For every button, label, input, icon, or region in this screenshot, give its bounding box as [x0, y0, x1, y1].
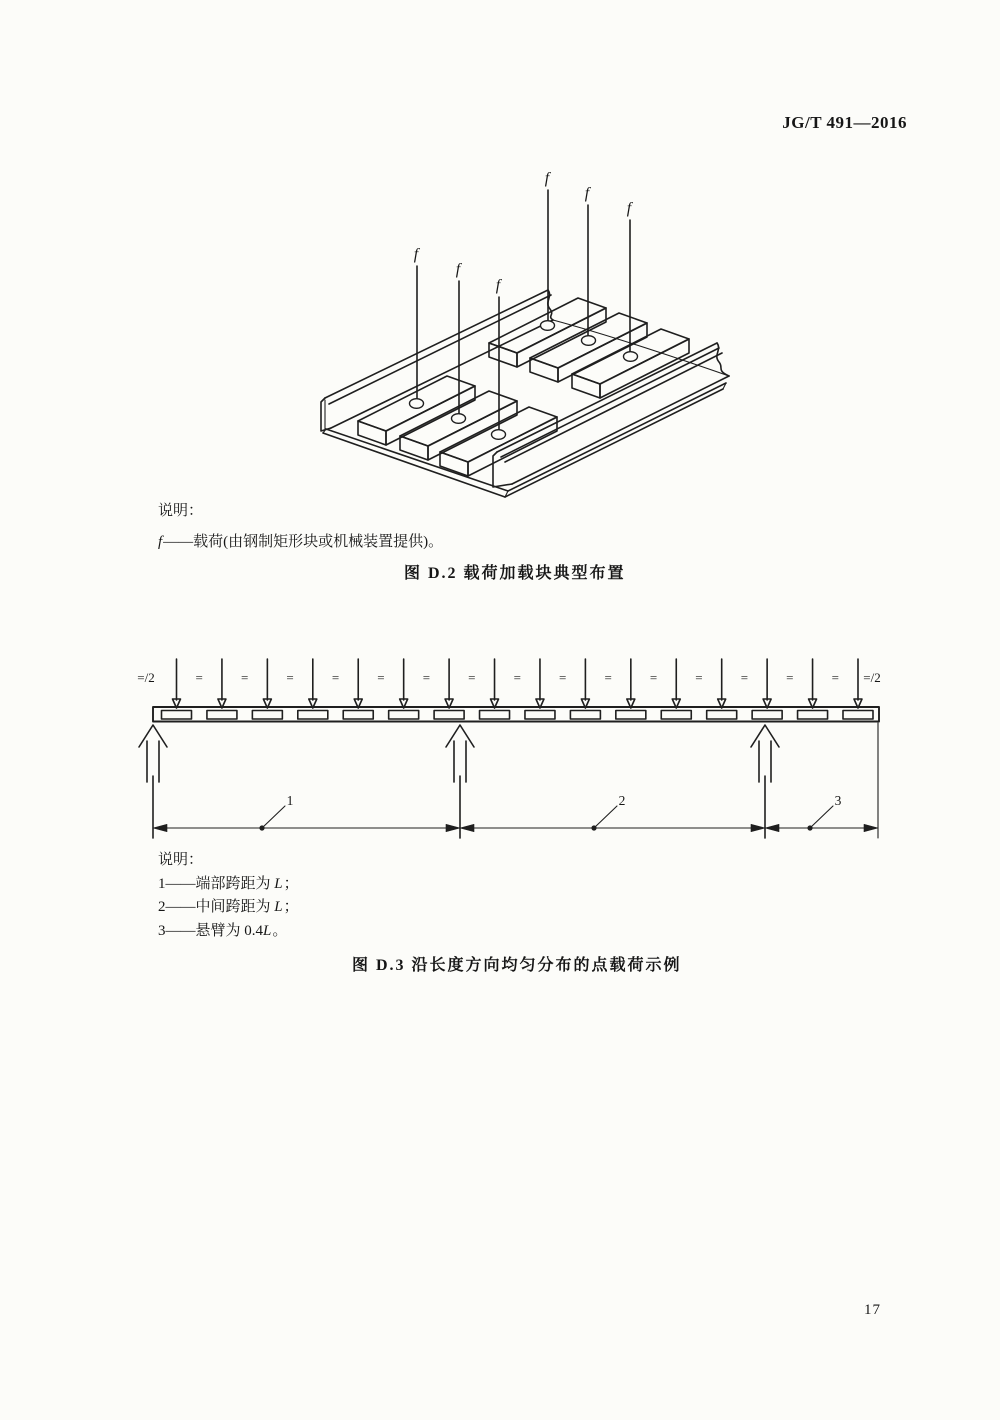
- load-block-3d: [468, 417, 557, 476]
- legend-item: 1——端部跨距为 L；: [158, 875, 299, 892]
- load-block: [616, 711, 646, 720]
- support-arrow: [751, 725, 779, 747]
- load-block: [843, 711, 873, 720]
- load-hole: [492, 430, 506, 440]
- figure-d2-caption: 图 D.2 载荷加载块典型布置: [404, 565, 626, 582]
- equal-spacing-label: =: [695, 670, 703, 685]
- support-arrow: [139, 725, 167, 747]
- load-block: [252, 711, 282, 720]
- load-block: [389, 711, 419, 720]
- load-label-f: f: [455, 261, 461, 278]
- equal-spacing-label: =: [513, 670, 521, 685]
- standard-code: JG/T 491—2016: [782, 113, 907, 132]
- load-block: [207, 711, 237, 720]
- equal-spacing-label: =: [559, 670, 567, 685]
- equal-spacing-label: =: [240, 670, 249, 685]
- equal-spacing-label: =: [468, 670, 476, 685]
- figure-d2-legend: [158, 499, 443, 551]
- load-hole: [624, 352, 638, 362]
- load-label-f: f: [495, 277, 501, 294]
- dim-label-2: 2: [618, 793, 626, 808]
- load-label-f: f: [413, 246, 419, 263]
- load-block: [752, 711, 782, 720]
- equal-spacing-label: =: [649, 670, 658, 685]
- load-block: [162, 711, 192, 720]
- equal-spacing-label: =: [286, 670, 294, 685]
- half-spacing-label-right: =/2: [863, 670, 881, 685]
- equal-spacing-label: =: [786, 670, 794, 685]
- equal-spacing-label: =: [195, 670, 203, 685]
- legend-symbol-f: f: [158, 534, 163, 550]
- load-label-f: f: [626, 200, 632, 217]
- load-hole: [541, 321, 555, 331]
- equal-spacing-label: =: [604, 670, 612, 685]
- figure-d3-caption: 图 D.3 沿长度方向均匀分布的点载荷示例: [352, 957, 682, 974]
- load-block: [434, 711, 464, 720]
- dim-label-1: 1: [286, 793, 294, 808]
- figure-d3-legend: [158, 849, 299, 943]
- load-block-3d: [530, 358, 558, 382]
- equal-spacing-label: =: [422, 670, 431, 685]
- page-number: 17: [864, 1302, 881, 1318]
- load-block-3d: [489, 343, 517, 367]
- load-hole: [582, 336, 596, 346]
- dim-label-3: 3: [834, 793, 842, 808]
- load-block: [661, 711, 691, 720]
- equal-spacing-label: =: [740, 670, 749, 685]
- load-hole: [410, 399, 424, 409]
- load-block: [298, 711, 328, 720]
- load-label-f: f: [544, 170, 550, 187]
- load-block-3d: [572, 374, 600, 398]
- legend-title: 说明：: [158, 852, 204, 868]
- load-block: [798, 711, 828, 720]
- load-block: [570, 711, 600, 720]
- legend-item: 2——中间跨距为 L；: [158, 899, 299, 915]
- beam-diagram: [153, 707, 879, 838]
- cable-tray-drawing: [321, 290, 729, 497]
- equal-spacing-label: =: [831, 670, 839, 685]
- load-block: [480, 711, 510, 720]
- load-block: [343, 711, 373, 720]
- load-block: [707, 711, 737, 720]
- beam-loads-group: [139, 659, 873, 838]
- equal-spacing-label: =: [331, 670, 340, 685]
- load-hole: [452, 414, 466, 424]
- legend-title: 说明：: [158, 503, 204, 519]
- legend-item: 3——悬臂为 0.4L。: [158, 922, 288, 939]
- load-label-f: f: [584, 185, 590, 202]
- equal-spacing-label: =: [377, 670, 385, 685]
- support-arrow: [446, 725, 474, 747]
- legend-item: f——载荷(由钢制矩形块或机械装置提供)。: [158, 534, 444, 550]
- load-block: [525, 711, 555, 720]
- half-spacing-label-left: =/2: [137, 670, 155, 685]
